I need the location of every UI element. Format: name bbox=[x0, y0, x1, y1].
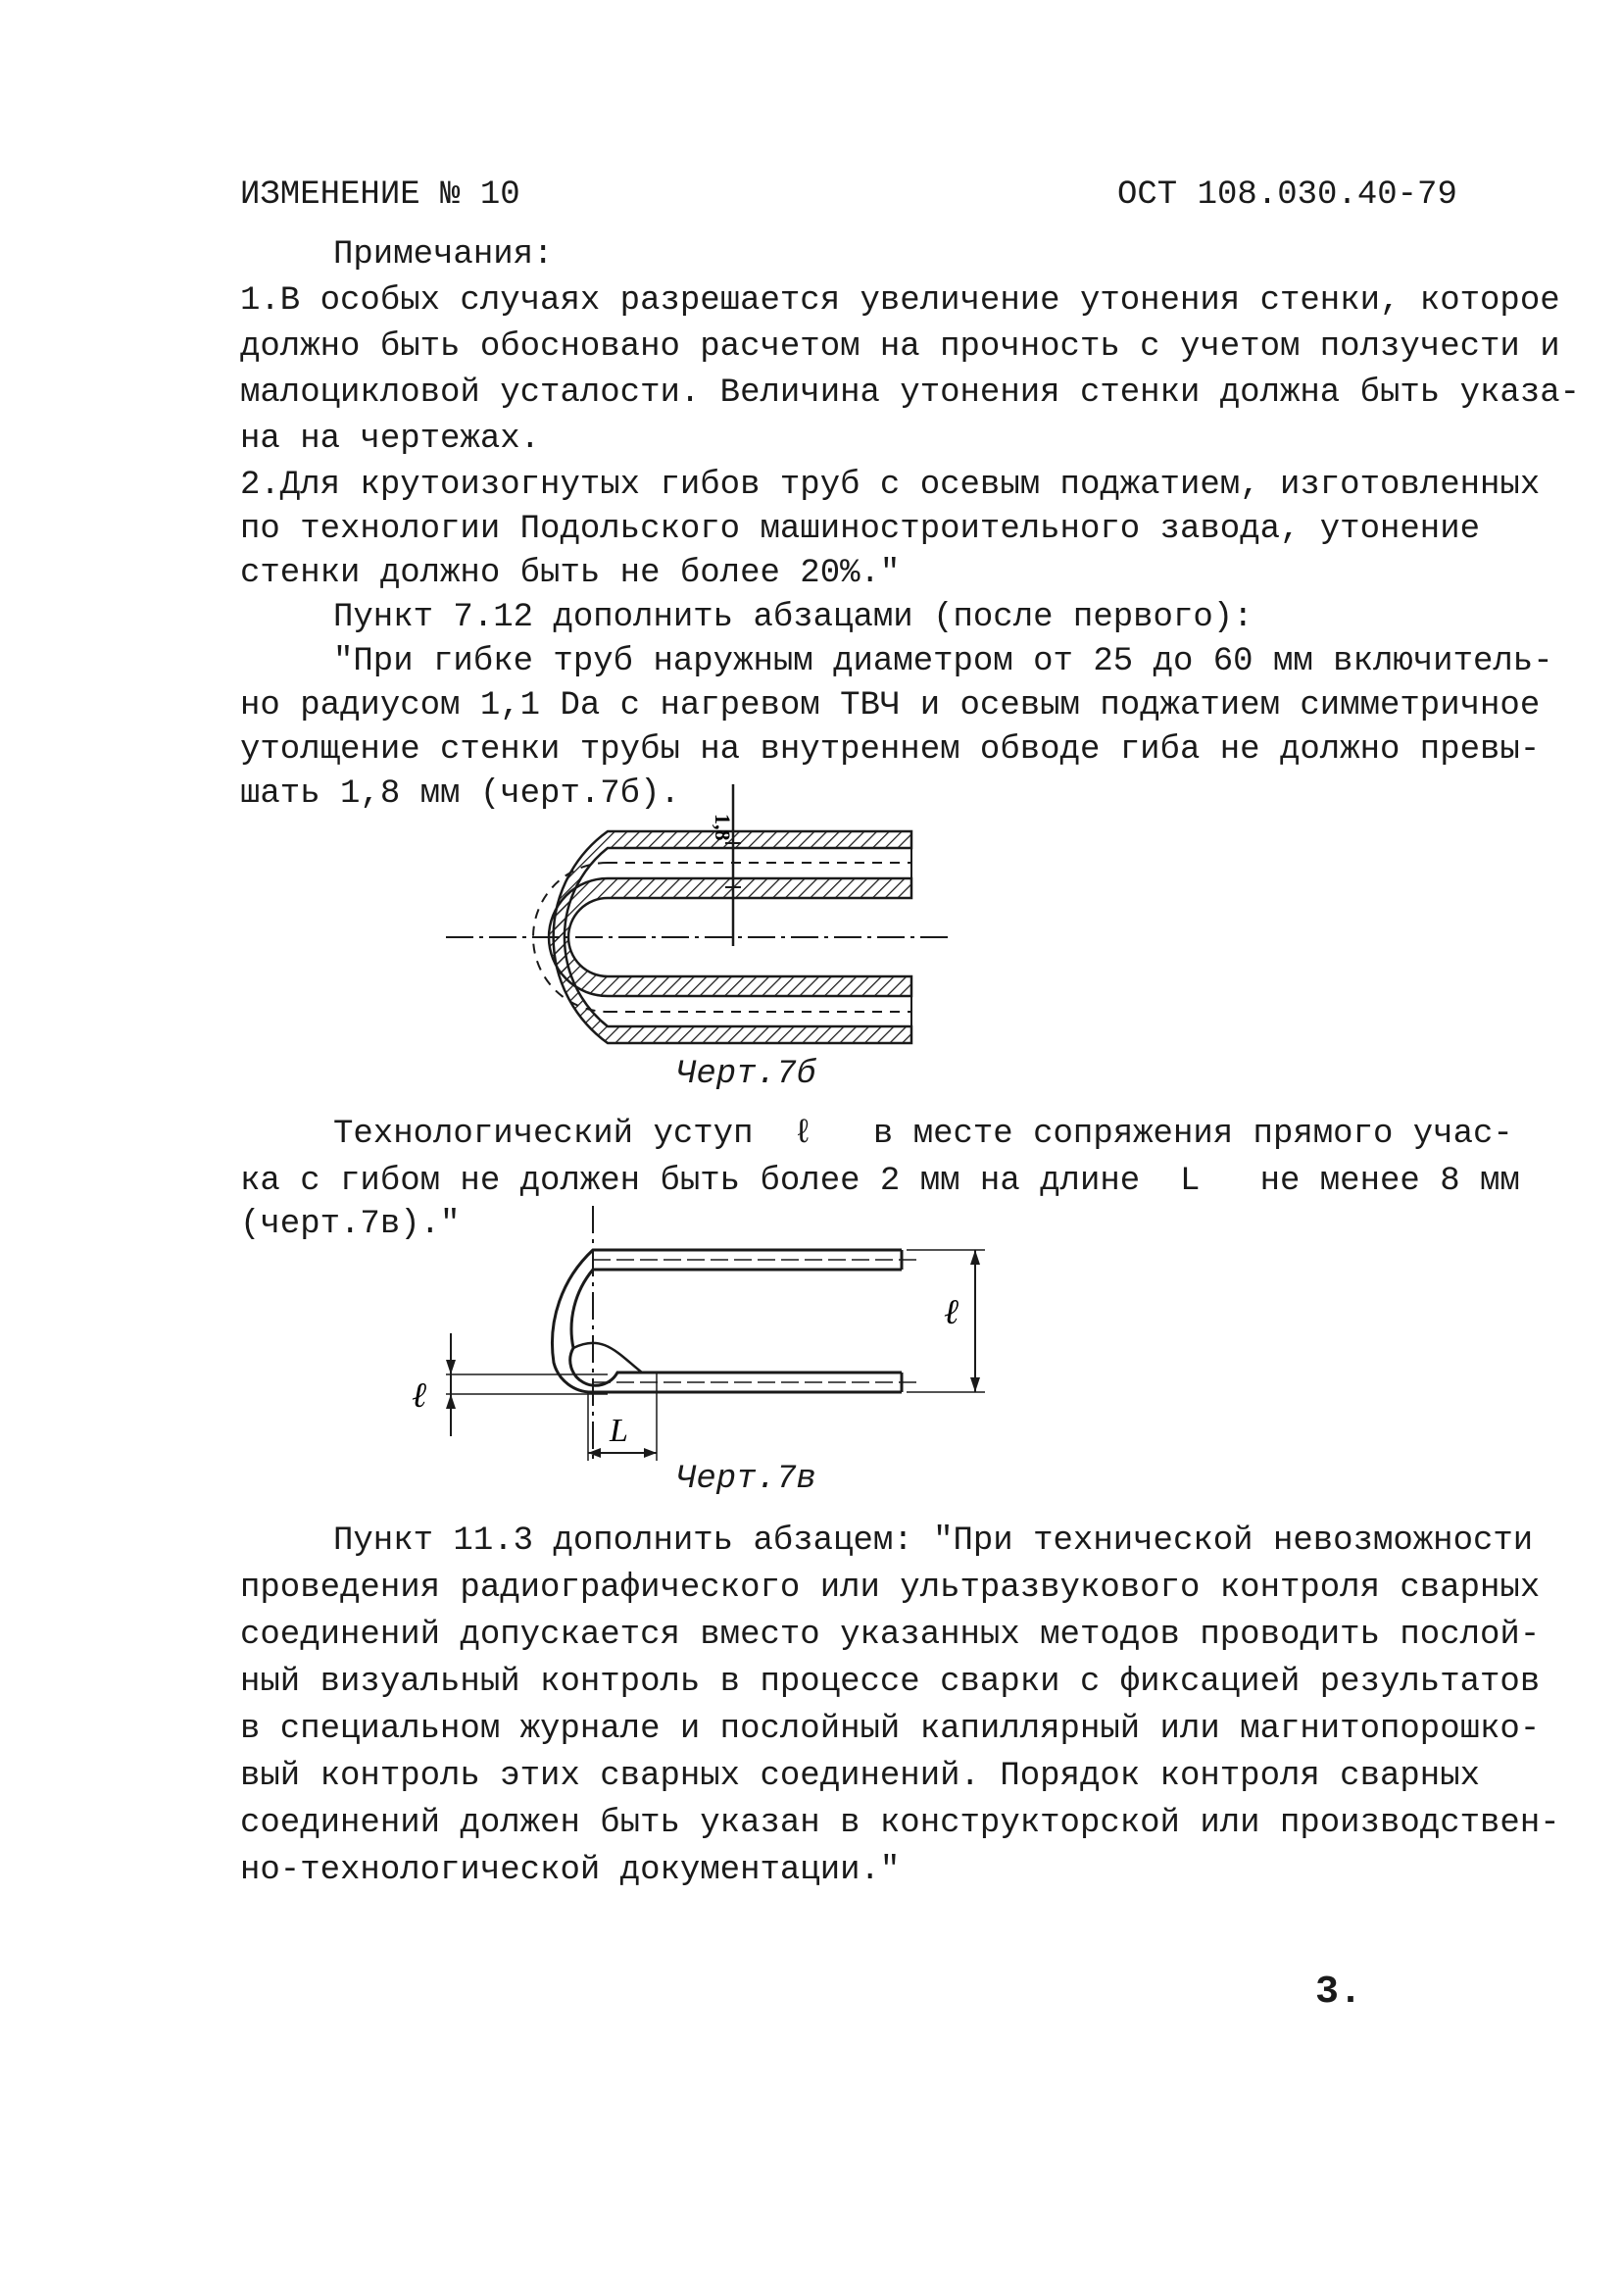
item-7-12-line: "При гибке труб наружным диаметром от 25 до 60 мм включитель- bbox=[333, 643, 1553, 680]
item-11-3-line: проведения радиографического или ультразвукового контроля сварных bbox=[240, 1570, 1541, 1607]
figure-7b-dimension: 1,8 bbox=[711, 814, 735, 841]
notes-line: стенки должно быть не более 20%." bbox=[240, 555, 901, 592]
item-7-12-intro: Пункт 7.12 дополнить абзацами (после первого): bbox=[333, 599, 1253, 636]
item-11-3-line: соединений должен быть указан в конструкторской или производствен- bbox=[240, 1805, 1560, 1842]
figure-7v-caption: Черт.7в bbox=[676, 1461, 816, 1498]
figure-7v-label-l: ℓ bbox=[412, 1375, 426, 1415]
item-11-3-line: в специальном журнале и послойный капиллярный или магнитопорошко- bbox=[240, 1711, 1541, 1748]
notes-line: по технологии Подольского машиностроительного завода, утонение bbox=[240, 511, 1481, 548]
figure-7v-label-L: L bbox=[610, 1413, 628, 1449]
notes-line: 2.Для крутоизогнутых гибов труб с осевым поджатием, изготовленных bbox=[240, 467, 1541, 504]
item-11-3-line: вый контроль этих сварных соединений. Порядок контроля сварных bbox=[240, 1758, 1481, 1795]
svg-text:ℓ: ℓ bbox=[944, 1292, 958, 1331]
step-line: ка с гибом не должен быть более 2 мм на длине L не менее 8 мм bbox=[240, 1163, 1520, 1200]
item-11-3-line: соединений допускается вместо указанных методов проводить послой- bbox=[240, 1617, 1541, 1654]
step-line: (черт.7в)." bbox=[240, 1206, 461, 1243]
notes-line: 1.В особых случаях разрешается увеличение утонения стенки, которое bbox=[240, 282, 1560, 320]
doc-standard-code: ОСТ 108.030.40-79 bbox=[1117, 176, 1457, 214]
notes-line: малоцикловой усталости. Величина утонения стенки должна быть указа- bbox=[240, 374, 1581, 412]
page-number: 3. bbox=[1315, 1971, 1363, 2015]
notes-line: на на чертежах. bbox=[240, 421, 541, 458]
item-7-12-line: утолщение стенки трубы на внутреннем обводе гиба не должно превы- bbox=[240, 731, 1541, 769]
doc-change-number: ИЗМЕНЕНИЕ № 10 bbox=[240, 176, 520, 214]
notes-title: Примечания: bbox=[333, 236, 554, 274]
item-7-12-line: шать 1,8 мм (черт.7б). bbox=[240, 775, 680, 813]
figure-7b-drawing bbox=[421, 774, 970, 1073]
step-line: Технологический уступ ℓ в месте сопряжения прямого учас- bbox=[333, 1116, 1513, 1153]
figure-7v-drawing bbox=[407, 1206, 1014, 1475]
item-7-12-line: но радиусом 1,1 Dа с нагревом ТВЧ и осевым поджатием симметричное bbox=[240, 687, 1541, 724]
notes-line: должно быть обосновано расчетом на прочность с учетом ползучести и bbox=[240, 328, 1560, 366]
figure-7b-caption: Черт.7б bbox=[676, 1056, 816, 1093]
item-11-3-line: Пункт 11.3 дополнить абзацем: "При технической невозможности bbox=[333, 1522, 1534, 1560]
item-11-3-line: ный визуальный контроль в процессе сварки с фиксацией результатов bbox=[240, 1664, 1541, 1701]
item-11-3-line: но-технологической документации." bbox=[240, 1852, 901, 1889]
